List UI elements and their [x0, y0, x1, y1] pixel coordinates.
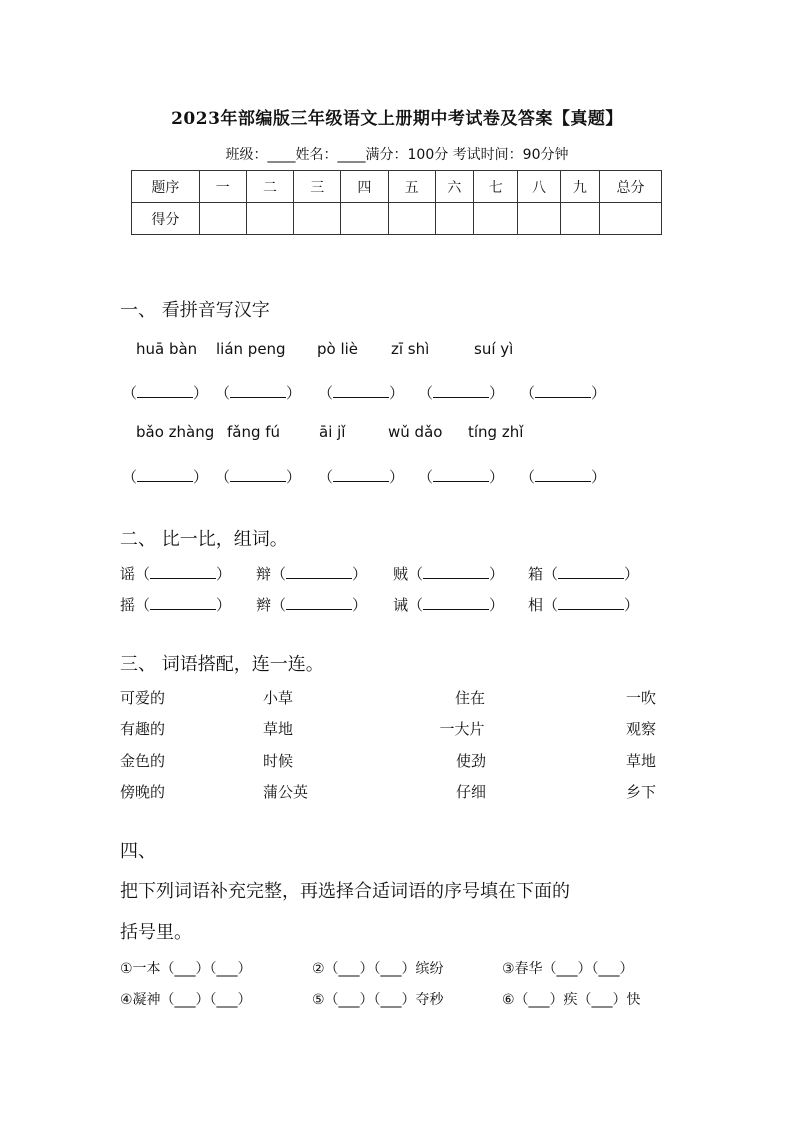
compare-char: 贼 — [393, 565, 409, 583]
paren: ） — [489, 596, 505, 614]
q1-heading: 一、 看拼音写汉字 — [120, 300, 270, 321]
compare-char: 箱 — [528, 565, 544, 583]
table-cell: 八 — [518, 171, 560, 203]
table-cell: 总分 — [600, 171, 662, 203]
pinyin: huā bàn — [136, 340, 198, 358]
match-word[interactable]: 可爱的 — [120, 689, 166, 707]
match-word[interactable]: 仔细 — [455, 783, 486, 801]
paren: （ — [215, 384, 231, 402]
paren: （ — [135, 565, 151, 583]
pinyin: fǎng fú — [227, 423, 281, 441]
pinyin: zī shì — [391, 340, 430, 358]
table-cell: 得分 — [132, 203, 200, 235]
paren: ） — [489, 468, 505, 486]
paren: （ — [520, 468, 536, 486]
idiom-item[interactable]: ⑥（___）疾（___）快 — [502, 992, 641, 1008]
table-cell: 四 — [341, 171, 388, 203]
table-cell: 题序 — [132, 171, 200, 203]
paren: ） — [193, 384, 209, 402]
match-word[interactable]: 草地 — [625, 752, 656, 770]
paren: （ — [408, 596, 424, 614]
compare-char: 相 — [528, 596, 544, 614]
paren: （ — [318, 468, 334, 486]
score-input-cell[interactable] — [246, 203, 293, 235]
paren: （ — [122, 384, 138, 402]
score-table — [131, 170, 662, 235]
paren: （ — [318, 384, 334, 402]
exam-info: 班级：____姓名：____满分：100分 考试时间：90分钟 — [225, 147, 569, 163]
table-cell: 二 — [246, 171, 293, 203]
answer-blank[interactable] — [215, 382, 301, 403]
compare-char: 摇 — [120, 596, 136, 614]
paren: ） — [624, 565, 640, 583]
paren: （ — [135, 596, 151, 614]
paren: ） — [216, 596, 232, 614]
compare-char: 辩 — [256, 565, 272, 583]
pinyin: āi jǐ — [319, 423, 346, 441]
compare-char: 辫 — [256, 596, 272, 614]
q4-instruction: 括号里。 — [120, 922, 192, 943]
paren: （ — [418, 468, 434, 486]
answer-blank[interactable] — [520, 382, 606, 403]
score-input-cell[interactable] — [474, 203, 518, 235]
answer-blank[interactable] — [122, 382, 208, 403]
match-word[interactable]: 傍晚的 — [120, 783, 166, 801]
paren: ） — [389, 468, 405, 486]
paren: （ — [543, 565, 559, 583]
pinyin: pò liè — [317, 340, 359, 358]
paren: ） — [389, 384, 405, 402]
paren: ） — [591, 468, 607, 486]
paren: （ — [271, 565, 287, 583]
score-input-cell[interactable] — [518, 203, 560, 235]
paren: （ — [122, 468, 138, 486]
match-word[interactable]: 有趣的 — [120, 720, 166, 738]
answer-blank[interactable] — [418, 466, 504, 487]
score-input-cell[interactable] — [294, 203, 341, 235]
table-cell: 九 — [560, 171, 599, 203]
idiom-item[interactable]: ⑤（___）（___）夺秒 — [312, 992, 444, 1008]
paren: （ — [418, 384, 434, 402]
compare-char: 诫 — [393, 596, 409, 614]
answer-blank[interactable] — [318, 382, 404, 403]
compare-item[interactable] — [256, 594, 367, 615]
match-word[interactable]: 小草 — [263, 689, 294, 707]
page-title: 2023年部编版三年级语文上册期中考试卷及答案【真题】 — [171, 109, 623, 129]
compare-item[interactable] — [528, 563, 639, 584]
paren: （ — [408, 565, 424, 583]
q3-heading: 三、 词语搭配，连一连。 — [120, 654, 324, 675]
pinyin: lián peng — [216, 340, 286, 358]
table-cell: 一 — [199, 171, 246, 203]
idiom-item[interactable]: ②（___）（___）缤纷 — [312, 961, 444, 977]
table-cell: 三 — [294, 171, 341, 203]
paren: ） — [489, 565, 505, 583]
match-word[interactable]: 观察 — [625, 720, 656, 738]
paren: ） — [591, 384, 607, 402]
score-input-cell[interactable] — [435, 203, 473, 235]
compare-char: 谣 — [120, 565, 136, 583]
idiom-item[interactable]: ①一本（___）（___） — [120, 961, 252, 977]
q4-heading: 四、 — [120, 841, 156, 862]
table-cell: 五 — [388, 171, 435, 203]
match-word[interactable]: 时候 — [263, 752, 294, 770]
answer-blank[interactable] — [122, 466, 208, 487]
compare-item[interactable] — [528, 594, 639, 615]
compare-item[interactable] — [256, 563, 367, 584]
table-cell: 六 — [435, 171, 473, 203]
pinyin: wǔ dǎo — [388, 423, 443, 441]
score-input-cell[interactable] — [341, 203, 388, 235]
paren: ） — [193, 468, 209, 486]
match-word[interactable]: 草地 — [263, 720, 294, 738]
match-word[interactable]: 蒲公英 — [263, 783, 309, 801]
pinyin: bǎo zhàng — [136, 423, 215, 441]
score-input-cell[interactable] — [560, 203, 599, 235]
compare-item[interactable] — [393, 594, 504, 615]
paren: ） — [489, 384, 505, 402]
idiom-item[interactable]: ④凝神（___）（___） — [120, 992, 252, 1008]
paren: ） — [624, 596, 640, 614]
score-input-cell[interactable] — [388, 203, 435, 235]
score-input-cell[interactable] — [199, 203, 246, 235]
idiom-item[interactable]: ③春华（___）（___） — [502, 961, 634, 977]
score-table-score-row — [132, 203, 662, 235]
pinyin: suí yì — [474, 340, 514, 358]
paren: ） — [216, 565, 232, 583]
compare-item[interactable] — [120, 563, 231, 584]
answer-blank[interactable] — [418, 382, 504, 403]
q2-heading: 二、 比一比，组词。 — [120, 529, 288, 550]
paren: ） — [286, 384, 302, 402]
paren: （ — [520, 384, 536, 402]
paren: （ — [215, 468, 231, 486]
answer-blank[interactable] — [520, 466, 606, 487]
answer-blank[interactable] — [215, 466, 301, 487]
answer-blank[interactable] — [318, 466, 404, 487]
score-table-header-row — [132, 171, 662, 203]
match-word[interactable]: 一吹 — [625, 689, 656, 707]
score-input-cell[interactable] — [600, 203, 662, 235]
pinyin: tíng zhǐ — [468, 423, 524, 441]
paren: （ — [543, 596, 559, 614]
q4-instruction: 把下列词语补充完整，再选择合适词语的序号填在下面的 — [120, 881, 570, 902]
compare-item[interactable] — [393, 563, 504, 584]
paren: ） — [352, 596, 368, 614]
paren: ） — [286, 468, 302, 486]
paren: ） — [352, 565, 368, 583]
match-word[interactable]: 金色的 — [120, 752, 166, 770]
match-word[interactable]: 一大片 — [439, 720, 485, 738]
compare-item[interactable] — [120, 594, 231, 615]
table-cell: 七 — [474, 171, 518, 203]
match-word[interactable]: 乡下 — [625, 783, 656, 801]
match-word[interactable]: 使劲 — [455, 752, 486, 770]
match-word[interactable]: 住在 — [454, 689, 485, 707]
paren: （ — [271, 596, 287, 614]
